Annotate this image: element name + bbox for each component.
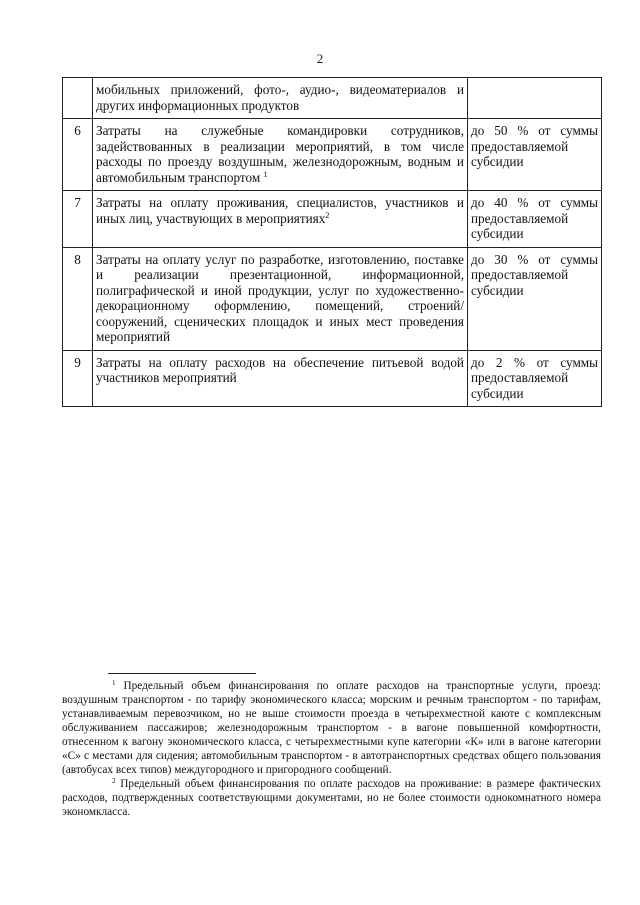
row-number [63,78,93,119]
footnote-ref: 1 [263,169,268,179]
footnote-ref: 2 [325,210,330,220]
footnote-separator [108,673,256,674]
table-row [63,247,602,350]
footnote [62,679,601,777]
footnote-text: Предельный объем финансирования по оплате расходов на проживание: в размере фактических расходов, подтвержденных соответствующими документами, но не более стоимости однокомнатного номера экономкласса. [62,778,602,818]
expense-limit: до 30 % от суммы предоставляемой субсидии [468,247,602,350]
footnote-text: Предельный объем финансирования по оплате расходов на транспортные услуги, проезд: воздушным транспортом - по тарифу экономического класса; морским и речным транспортом - по тарифам, устанавливаемым перевозчиком, но не выше стоимости проезда в четырехместной каюте с комплексным обслуживанием пассажиров; железнодорожным транспортом - в вагоне повышенной комфортности, отнесенном к вагону экономического класса, с четырехместными купе категории «К» или в вагоне категории «С» с местами для сидения; автомобильным транспортом - в автотранспортных средствах общего пользования (автобусах всех типов) междугородного и пригородного сообщений. [62,680,601,776]
expense-limit [468,78,602,119]
page-number: 2 [316,51,324,66]
footnote-mark: 1 [112,679,116,687]
expense-table [62,77,602,407]
expense-name: мобильных приложений, фото-, аудио-, видеоматериалов и других информационных продуктов [93,78,468,119]
footnote-mark: 2 [112,777,116,785]
row-number: 7 [63,191,93,248]
table-row [63,78,602,119]
table-row [63,119,602,191]
footnote [62,777,601,819]
footnotes [62,679,601,819]
table-row [63,191,602,248]
expense-limit: до 50 % от суммы предоставляемой субсидии [468,119,602,191]
expense-name: Затраты на оплату проживания, специалистов, участников и иных лиц, участвующих в мероприятиях$^2$ [93,191,468,248]
row-number: 6 [63,119,93,191]
expense-name: Затраты на оплату расходов на обеспечение питьевой водой участников мероприятий [93,350,468,407]
row-number: 9 [63,350,93,407]
expense-limit: до 40 % от суммы предоставляемой субсидии [468,191,602,248]
expense-name: Затраты на оплату услуг по разработке, изготовлению, поставке и реализации презентационной, информационной, полиграфической и иной продукции, услуг по художественно-декорационному оформлению, помещений, строений/сооружений, сценических площадок и иных мест проведения мероприятий [93,247,468,350]
row-number: 8 [63,247,93,350]
table-row [63,350,602,407]
expense-limit: до 2 % от суммы предоставляемой субсидии [468,350,602,407]
expense-name: Затраты на служебные командировки сотрудников, задействованных в реализации мероприятий, в том числе расходы по проезду воздушным, железнодорожным, водным и автомобильным транспортом $^1$ [93,119,468,191]
